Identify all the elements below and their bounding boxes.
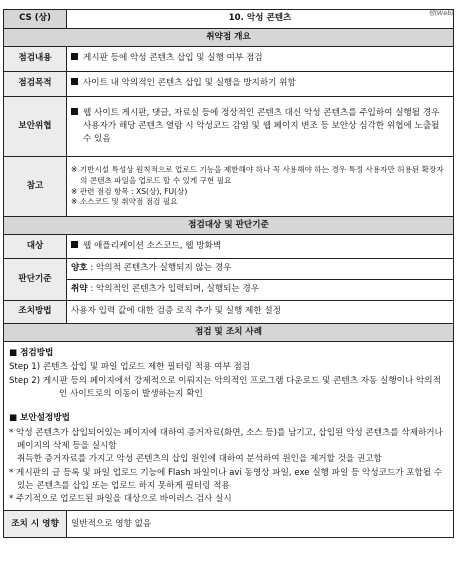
setting-bullet: * 악성 콘텐츠가 삽입되어있는 페이지에 대하여 증거자료(화면, 소스 등)를 남기고, 삽입된 악성 콘텐츠를 삭제하거나 페이지의 삭제 등을 실시함 — [9, 427, 443, 451]
criteria-vuln: 취약 : 악의적인 콘텐츠가 입력되며, 실행되는 경우 — [67, 280, 454, 301]
criteria-good: 양호 : 악의적 콘텐츠가 실행되지 않는 경우 — [67, 259, 454, 280]
row-label: 보안위협 — [4, 97, 67, 157]
criteria-row-good — [4, 259, 454, 280]
criteria-row-vuln — [4, 280, 454, 301]
row-label: 점검내용 — [4, 47, 67, 72]
header-row — [4, 10, 454, 29]
row-text: 일반적으로 영향 없음 — [67, 511, 454, 538]
row-label: 참고 — [4, 157, 67, 217]
method-step: Step 2) 게시판 등의 페이지에서 강제적으로 이뤄지는 악의적인 프로그램 다운로드 및 콘텐츠 자동 실행이나 악의적인 사이트로의 이동이 발생하는지 확인 — [9, 375, 441, 399]
item-title: 10. 악성 콘텐츠 — [67, 10, 454, 29]
overview-row — [4, 97, 454, 157]
setting-bullet: * 게시판의 글 등록 및 파일 업로드 기능에 Flash 파일이나 avi 동영상 파일, exe 실행 파일 등 악성코드가 포함될 수 있는 콘텐츠를 삽입 또는 업로드 하지 못하게 필터링 적용 — [9, 467, 443, 491]
row-text: 사용자 입력 값에 대한 검증 로직 추가 및 실행 제한 설정 — [67, 301, 454, 324]
impact-row — [4, 511, 454, 538]
square-bullet-icon — [71, 78, 78, 85]
method-step: Step 1) 콘텐츠 삽입 및 파일 업로드 제한 필터링 적용 여부 점검 — [9, 362, 251, 373]
note-line: ※ 관련 점검 항목 : XS(상), FU(상) — [71, 186, 188, 196]
reference-row — [4, 157, 454, 217]
row-text: 사이트 내 악의적인 콘텐츠 삽입 및 실행을 방지하기 위함 — [67, 72, 454, 97]
row-label: 판단기준 — [4, 259, 67, 301]
row-text: 웹 사이트 게시판, 댓글, 자료실 등에 정상적인 콘텐츠 대신 악성 콘텐츠를 주입하여 실행될 경우 사용자가 해당 콘텐츠 열람 시 악성코드 감염 및 웹 페이지 변조 등 보안상 심각한 위협에 노출될 수 있음 — [67, 97, 454, 157]
setting-title: ■ 보안설정방법 — [9, 413, 70, 424]
row-label: 대상 — [4, 235, 67, 259]
row-label: 점검목적 — [4, 72, 67, 97]
cs-label: CS (상) — [4, 10, 67, 29]
row-label: 조치 시 영향 — [4, 511, 67, 538]
note-line: ※ 기반시설 특성상 원칙적으로 업로드 기능을 제한해야 하나 꼭 사용해야 하는 경우 특정 사용자만 허용된 확장자의 콘텐츠 파일을 업로드 할 수 있게 구현 필요 — [71, 165, 444, 185]
square-bullet-icon — [71, 241, 78, 248]
reference-notes — [67, 157, 454, 217]
method-title: ■ 점검방법 — [9, 348, 54, 358]
cases-row — [4, 342, 454, 511]
row-text: 게시판 등에 악성 콘텐츠 삽입 및 실행 여부 점검 — [67, 47, 454, 72]
target-row — [4, 235, 454, 259]
overview-row — [4, 72, 454, 97]
note-line: ※ 소스코드 및 취약점 점검 필요 — [71, 197, 178, 207]
page-tag: 웹(Web) — [428, 9, 454, 17]
section-target: 점검대상 및 판단기준 — [4, 217, 454, 235]
action-row — [4, 301, 454, 324]
row-text: 웹 애플리케이션 소스코드, 웹 방화벽 — [67, 235, 454, 259]
row-label: 조치방법 — [4, 301, 67, 324]
setting-bullet: * 주기적으로 업로드된 파일을 대상으로 바이러스 검사 실시 — [9, 494, 232, 505]
cases-body — [4, 342, 454, 511]
vulnerability-table — [3, 9, 454, 538]
section-overview: 취약점 개요 — [4, 29, 454, 47]
square-bullet-icon — [71, 53, 78, 60]
section-cases: 점검 및 조치 사례 — [4, 324, 454, 342]
square-bullet-icon — [71, 108, 78, 115]
setting-bullet-extra: 취득한 증거자료를 가지고 악성 콘텐츠의 삽입 원인에 대하여 분석하여 원인을 제거할 것을 권고함 — [17, 454, 382, 465]
overview-row — [4, 47, 454, 72]
